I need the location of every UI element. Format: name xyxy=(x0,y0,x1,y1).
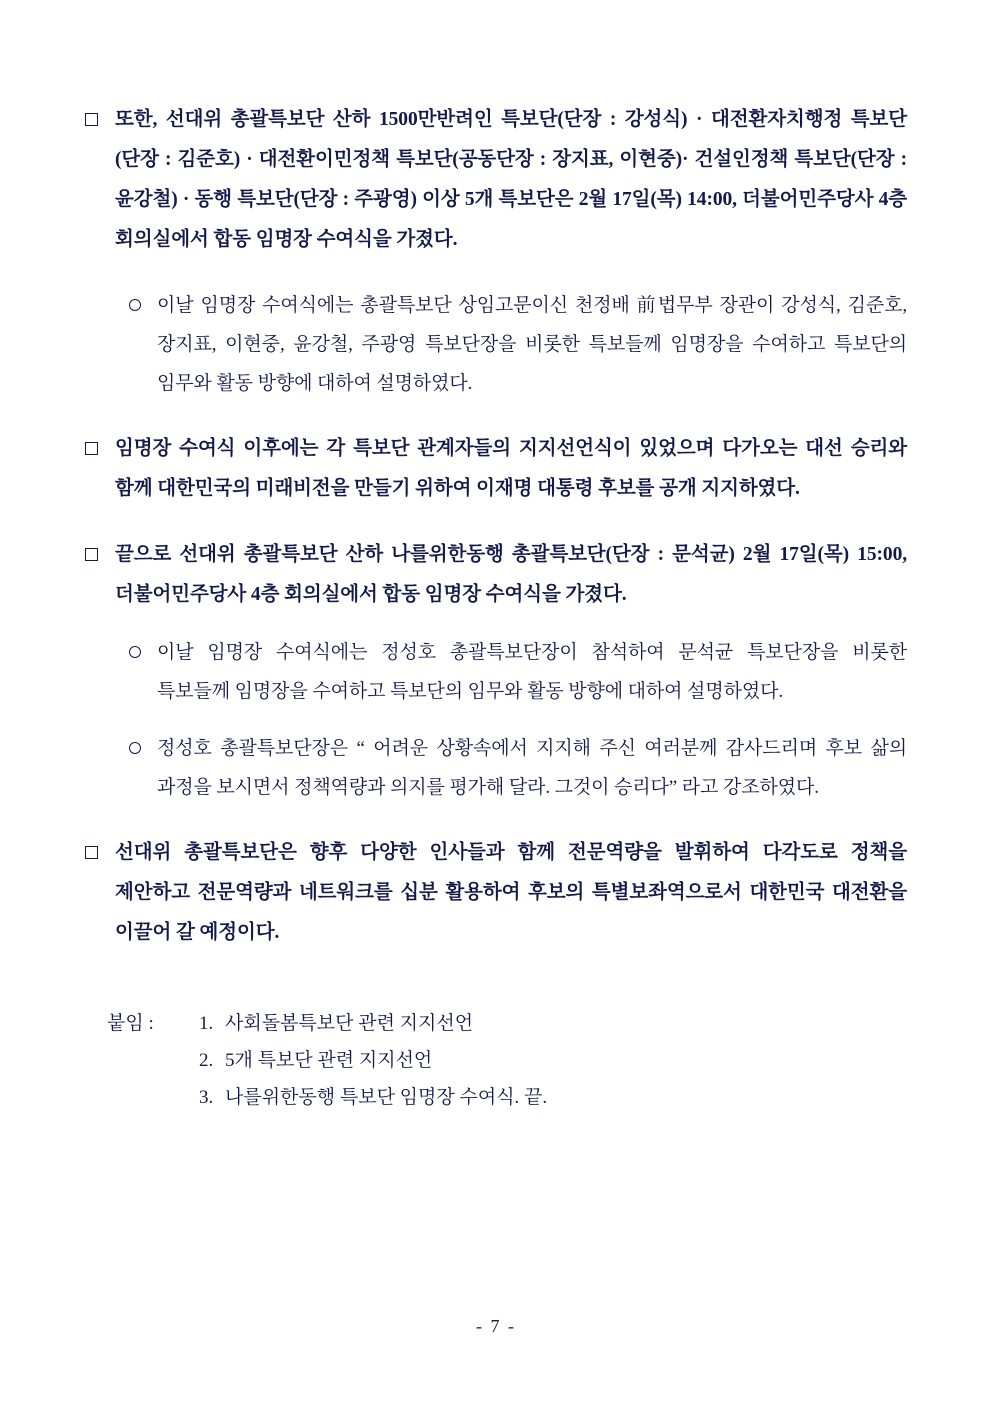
paragraph-block xyxy=(85,833,907,953)
paragraph-block xyxy=(85,535,907,615)
sub-paragraph-text: 이날 임명장 수여식에는 정성호 총괄특보단장이 참석하여 문석균 특보단장을 비롯한 특보들께 임명장을 수여하고 특보단의 임무와 활동 방향에 대하여 설명하였다. xyxy=(157,642,907,702)
attachment-label: 붙임 : xyxy=(107,1013,154,1034)
bullet-circle-icon xyxy=(129,729,157,807)
attachment-item-number: 3. xyxy=(199,1087,214,1108)
attachment-item xyxy=(199,1079,907,1116)
bullet-circle-icon xyxy=(129,286,157,403)
bullet-square-icon xyxy=(85,429,115,509)
sub-paragraph-text: 이날 임명장 수여식에는 총괄특보단 상임고문이신 천정배 前법무부 장관이 강성식, 김준호, 장지표, 이현중, 윤강철, 주광영 특보단장을 비롯한 특보들께 임명장을 수여하고 특보단의 임무와 활동 방향에 대하여 설명하였다. xyxy=(157,295,907,394)
paragraph-text: 선대위 총괄특보단은 향후 다양한 인사들과 함께 전문역량을 발휘하여 다각도로 정책을 제안하고 전문역량과 네트워크를 십분 활용하여 후보의 특별보좌역으로서 대한민국 대전환을 이끌어 갈 예정이다. xyxy=(115,842,907,943)
bullet-square-icon xyxy=(85,833,115,953)
paragraph-block xyxy=(85,429,907,509)
attachment-section xyxy=(107,1005,907,1116)
sub-paragraph-block xyxy=(129,633,907,711)
page-number: - 7 - xyxy=(476,1316,516,1336)
attachment-item xyxy=(199,1042,907,1079)
attachment-list xyxy=(199,1005,907,1116)
bullet-square-icon xyxy=(85,100,115,260)
attachment-item-text: 사회돌봄특보단 관련 지지선언 xyxy=(225,1013,474,1034)
attachment-item-text: 나를위한동행 특보단 임명장 수여식. 끝. xyxy=(225,1087,548,1108)
attachment-item xyxy=(199,1005,907,1042)
sub-paragraph-block xyxy=(129,729,907,807)
paragraph-block xyxy=(85,100,907,260)
paragraph-text: 또한, 선대위 총괄특보단 산하 1500만반려인 특보단(단장 : 강성식) · 대전환자치행정 특보단(단장 : 김준호) · 대전환이민정책 특보단(공동단장 : 장지표, 이현중)· 건설인정책 특보단(단장 : 윤강철) · 동행 특보단(단장 : 주광영) 이상 5개 특보단은 2월 17일(목) 14:00, 더불어민주당사 4층 회의실에서 합동 임명장 수여식을 가졌다. xyxy=(115,109,907,250)
paragraph-text: 끝으로 선대위 총괄특보단 산하 나를위한동행 총괄특보단(단장 : 문석균) 2월 17일(목) 15:00, 더불어민주당사 4층 회의실에서 합동 임명장 수여식을 가졌다. xyxy=(115,544,907,605)
paragraph-text: 임명장 수여식 이후에는 각 특보단 관계자들의 지지선언식이 있었으며 다가오는 대선 승리와 함께 대한민국의 미래비전을 만들기 위하여 이재명 대통령 후보를 공개 지지하였다. xyxy=(115,438,907,499)
attachment-item-number: 1. xyxy=(199,1013,214,1034)
sub-paragraph-block xyxy=(129,286,907,403)
sub-paragraph-text: 정성호 총괄특보단장은 “ 어려운 상황속에서 지지해 주신 여러분께 감사드리며 후보 삶의 과정을 보시면서 정책역량과 의지를 평가해 달라. 그것이 승리다” 라고 강조하였다. xyxy=(157,738,907,798)
attachment-item-text: 5개 특보단 관련 지지선언 xyxy=(225,1050,433,1071)
bullet-circle-icon xyxy=(129,633,157,711)
attachment-item-number: 2. xyxy=(199,1050,214,1071)
bullet-square-icon xyxy=(85,535,115,615)
